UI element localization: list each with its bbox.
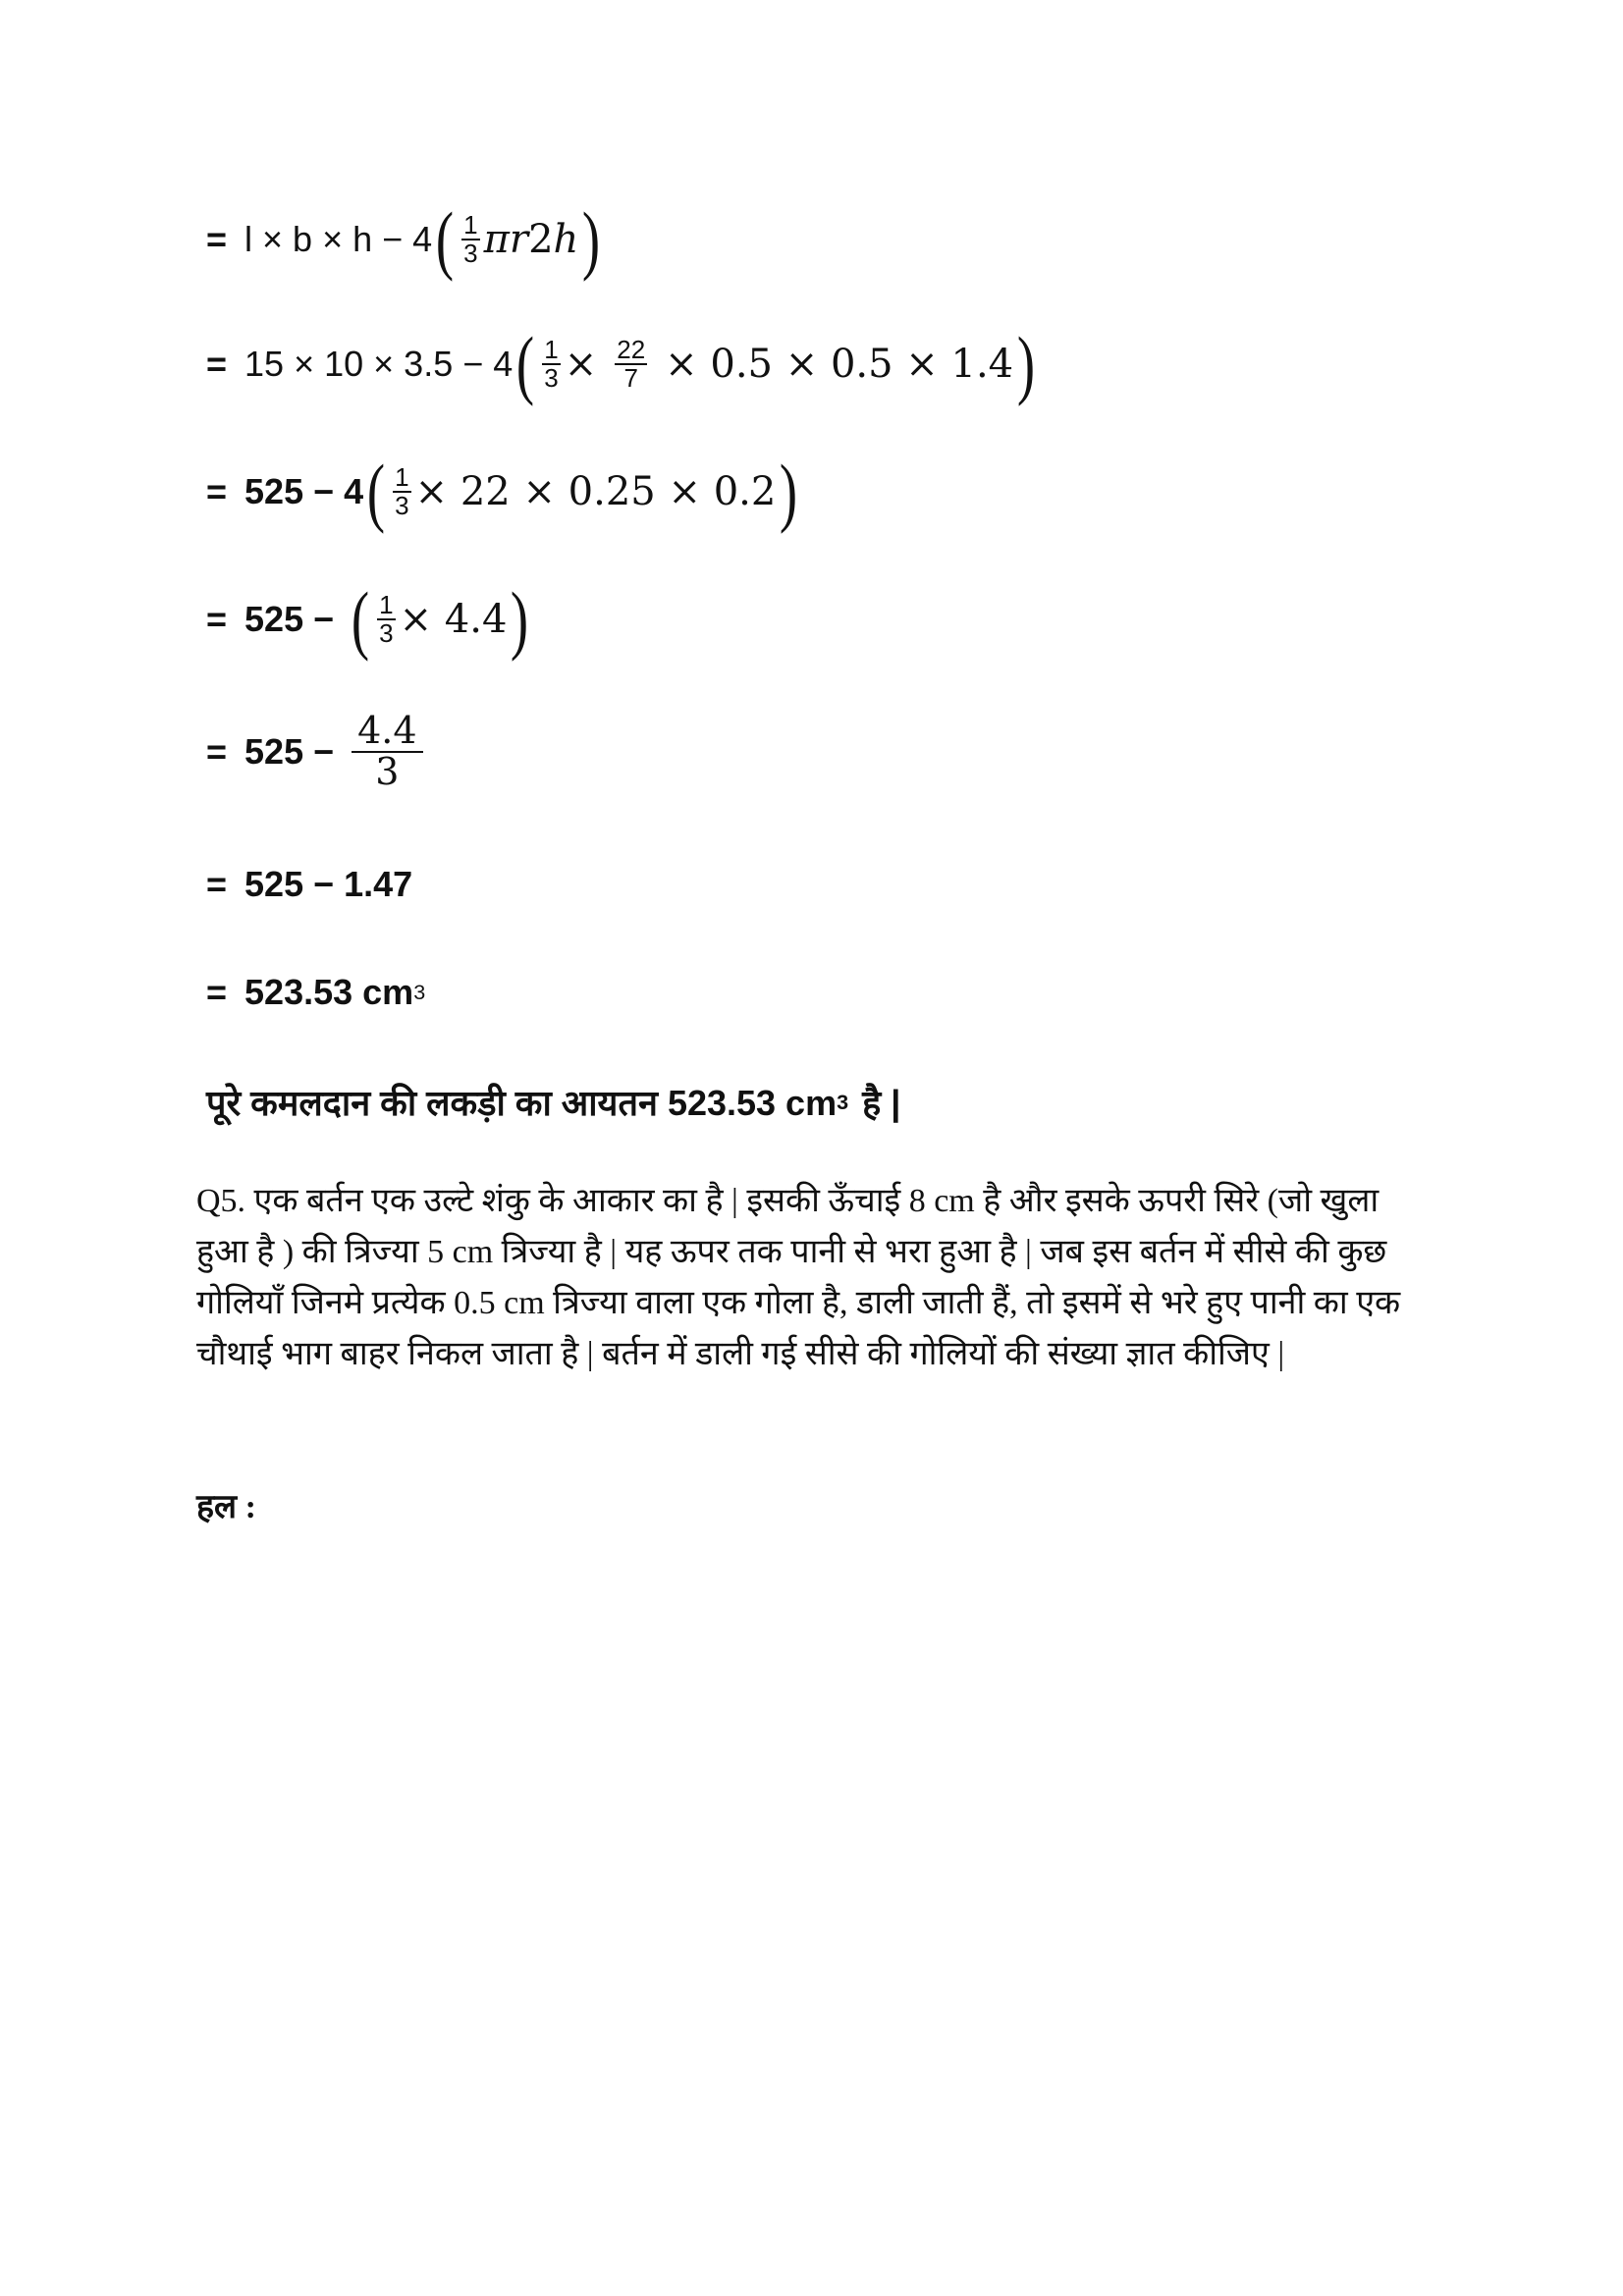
fraction [615,334,647,393]
equals-sign: = [206,864,228,904]
fraction [461,209,479,268]
conclusion-tail: है | [862,1083,901,1123]
solution-label: हल : [196,1489,256,1525]
equation-line-2 [206,321,1039,406]
times-sign: × [564,342,598,387]
expression: 525 − 4 [244,471,364,511]
expression: 523.53 cm [244,972,414,1012]
denominator: 3 [375,749,400,793]
equation-line-1: = l × b × h − 4 ( $\frac{1}{3}$ πr 2 h ) [206,196,601,282]
equation-line-5 [206,709,427,793]
equation-line-6 [206,864,412,905]
question-paragraph: Q5. एक बर्तन एक उल्टे शंकु के आकार का है | इसकी ऊँचाई 8 cm है और इसके ऊपरी सिरे (जो खुला हुआ है ) की त्रिज्या 5 cm त्रिज्या है | यह ऊपर तक पानी से भरा हुआ है | जब इस बर्तन में सीसे की कुछ गोलियाँ जिनमे प्रत्येक 0.5 cm त्रिज्या वाला एक गोला है, डाली जाती हैं, तो इसमें से भरे हुए पानी का एक चौथाई भाग बाहर निकल जाता है | बर्तन में डाली गई सीसे की गोलियों की संख्या ज्ञात कीजिए | [196,1183,1401,1372]
denominator: 7 [623,363,638,393]
fraction [352,709,422,793]
denominator: 3 [544,363,559,393]
equation-line-7: = 523.53 cm 3 [206,972,426,1012]
left-paren: ( [352,576,370,662]
right-paren: ) [582,196,601,282]
equals-sign: = [206,972,228,1012]
left-paren: ( [367,449,386,534]
right-paren: ) [511,576,529,662]
right-paren: ) [780,449,798,534]
expression: × 22 × 0.25 × 0.2 [414,469,777,514]
expression: × 4.4 [399,597,508,642]
equals-sign: = [206,219,228,259]
left-paren: ( [436,196,455,282]
expression: h [553,217,579,262]
equals-sign: = [206,471,228,511]
denominator: 3 [395,491,409,520]
numerator: 4.4 [352,712,422,753]
fraction [542,334,560,393]
expression: 525 − [244,730,335,772]
equals-sign: = [206,344,228,384]
numerator: 1 [463,209,478,240]
conclusion-text: पूरे कमलदान की लकड़ी का आयतन 523.53 cm [206,1083,838,1123]
expression: πr [483,217,529,262]
fraction [377,589,395,648]
equation-line-3 [206,449,801,534]
conclusion-line: पूरे कमलदान की लकड़ी का आयतन 523.53 cm 3 है | [206,1078,900,1126]
expression: × 0.5 × 0.5 × 1.4 [665,342,1014,387]
left-paren: ( [516,321,535,406]
expression: 525 − 1.47 [244,864,413,904]
equals-sign: = [206,599,228,639]
equals-sign: = [206,730,228,772]
numerator: 22 [617,334,646,364]
numerator: 1 [379,589,394,619]
right-paren: ) [1017,321,1036,406]
expression: 525 − [244,599,335,639]
denominator: 3 [379,618,394,648]
numerator: 1 [395,461,409,492]
numerator: 1 [544,334,559,364]
expression: 15 × 10 × 3.5 − 4 [244,344,514,384]
expression: l × b × h − 4 [244,219,433,259]
denominator: 3 [463,239,478,268]
fraction [393,461,410,520]
equation-line-4 [206,576,532,662]
